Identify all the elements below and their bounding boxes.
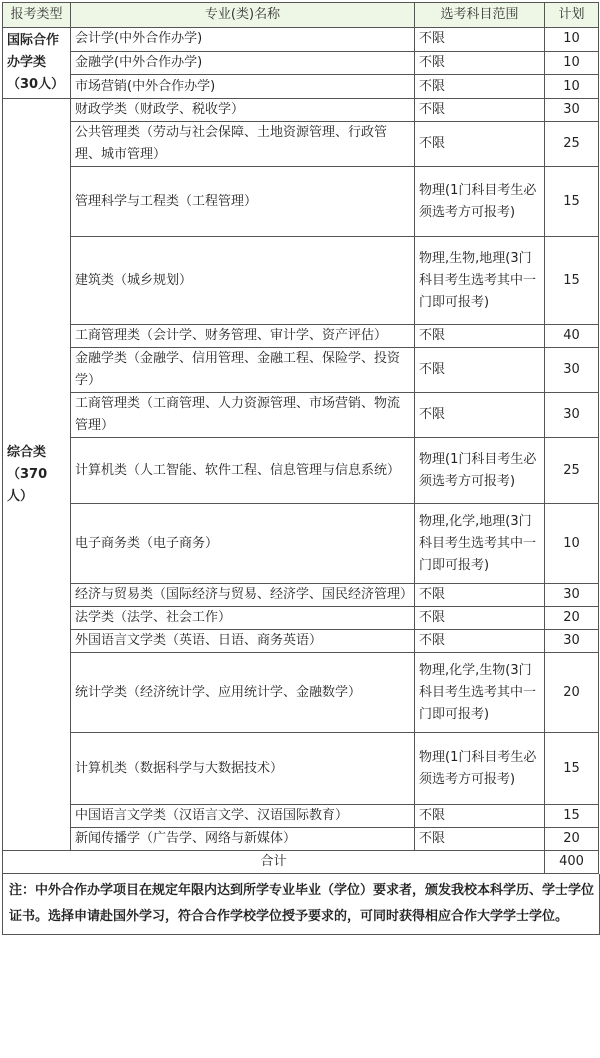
major-cell: 公共管理类（劳动与社会保障、土地资源管理、行政管理、城市管理） [71, 122, 415, 167]
major-cell: 外国语言文学类（英语、日语、商务英语） [71, 630, 415, 653]
major-cell: 法学类（法学、社会工作） [71, 607, 415, 630]
plan-cell: 15 [545, 733, 599, 805]
major-cell: 中国语言文学类（汉语言文学、汉语国际教育） [71, 805, 415, 828]
subjects-cell: 不限 [415, 805, 545, 828]
plan-cell: 30 [545, 348, 599, 393]
plan-cell: 30 [545, 99, 599, 122]
subjects-cell: 不限 [415, 607, 545, 630]
table-row [3, 167, 599, 237]
subjects-cell: 不限 [415, 584, 545, 607]
table-row [3, 653, 599, 733]
subjects-cell: 不限 [415, 828, 545, 851]
table-row [3, 504, 599, 584]
subjects-cell: 不限 [415, 325, 545, 348]
subjects-cell: 物理,化学,生物(3门科目考生选考其中一门即可报考) [415, 653, 545, 733]
table-row [3, 733, 599, 805]
header-type: 报考类型 [3, 3, 71, 28]
table-row [3, 122, 599, 167]
plan-cell: 10 [545, 504, 599, 584]
category-international: 国际合作 办学类 （30人） [3, 28, 71, 99]
major-cell: 金融学(中外合作办学) [71, 51, 415, 75]
total-value: 400 [545, 851, 599, 874]
plan-cell: 30 [545, 393, 599, 438]
subjects-cell: 不限 [415, 28, 545, 52]
major-cell: 市场营销(中外合作办学) [71, 75, 415, 99]
subjects-cell: 物理(1门科目考生必须选考方可报考) [415, 438, 545, 504]
plan-cell: 20 [545, 828, 599, 851]
header-plan: 计划 [545, 3, 599, 28]
plan-cell: 20 [545, 653, 599, 733]
major-cell: 统计学类（经济统计学、应用统计学、金融数学） [71, 653, 415, 733]
plan-cell: 25 [545, 438, 599, 504]
subjects-cell: 不限 [415, 348, 545, 393]
table-row [3, 75, 599, 99]
major-cell: 金融学类（金融学、信用管理、金融工程、保险学、投资学） [71, 348, 415, 393]
major-cell: 工商管理类（会计学、财务管理、审计学、资产评估） [71, 325, 415, 348]
major-cell: 计算机类（数据科学与大数据技术） [71, 733, 415, 805]
total-label: 合计 [3, 851, 545, 874]
total-row [3, 851, 599, 874]
major-cell: 新闻传播学（广告学、网络与新媒体） [71, 828, 415, 851]
plan-cell: 10 [545, 28, 599, 52]
major-cell: 会计学(中外合作办学) [71, 28, 415, 52]
subjects-cell: 不限 [415, 630, 545, 653]
major-cell: 电子商务类（电子商务） [71, 504, 415, 584]
plan-cell: 15 [545, 237, 599, 325]
subjects-cell: 不限 [415, 122, 545, 167]
subjects-cell: 物理,生物,地理(3门科目考生选考其中一门即可报考) [415, 237, 545, 325]
major-cell: 经济与贸易类（国际经济与贸易、经济学、国民经济管理） [71, 584, 415, 607]
category-comprehensive: 综合类 （370 人） [3, 99, 71, 851]
table-row [3, 28, 599, 52]
table-row [3, 348, 599, 393]
subjects-cell: 不限 [415, 75, 545, 99]
subjects-cell: 不限 [415, 99, 545, 122]
subjects-cell: 不限 [415, 51, 545, 75]
plan-cell: 40 [545, 325, 599, 348]
table-row [3, 584, 599, 607]
table-row [3, 607, 599, 630]
table-row [3, 805, 599, 828]
header-major: 专业(类)名称 [71, 3, 415, 28]
table-row [3, 828, 599, 851]
plan-cell: 10 [545, 75, 599, 99]
major-cell: 计算机类（人工智能、软件工程、信息管理与信息系统） [71, 438, 415, 504]
subjects-cell: 不限 [415, 393, 545, 438]
plan-cell: 30 [545, 630, 599, 653]
plan-cell: 25 [545, 122, 599, 167]
major-cell: 管理科学与工程类（工程管理） [71, 167, 415, 237]
table-row [3, 237, 599, 325]
table-row [3, 99, 599, 122]
plan-cell: 10 [545, 51, 599, 75]
plan-cell: 15 [545, 167, 599, 237]
subjects-cell: 物理,化学,地理(3门科目考生选考其中一门即可报考) [415, 504, 545, 584]
header-subjects: 选考科目范围 [415, 3, 545, 28]
subjects-cell: 物理(1门科目考生必须选考方可报考) [415, 733, 545, 805]
table-row [3, 438, 599, 504]
table-header-row [3, 3, 599, 28]
admission-plan-table [2, 2, 599, 874]
plan-cell: 15 [545, 805, 599, 828]
admission-plan [2, 2, 598, 935]
table-row [3, 630, 599, 653]
subjects-cell: 物理(1门科目考生必须选考方可报考) [415, 167, 545, 237]
major-cell: 工商管理类（工商管理、人力资源管理、市场营销、物流管理） [71, 393, 415, 438]
plan-cell: 20 [545, 607, 599, 630]
major-cell: 财政学类（财政学、税收学） [71, 99, 415, 122]
plan-cell: 30 [545, 584, 599, 607]
footnote: 注：中外合作办学项目在规定年限内达到所学专业毕业（学位）要求者，颁发我校本科学历、学士学位证书。选择申请赴国外学习，符合合作学校学位授予要求的，可同时获得相应合作大学学士学位。 [2, 874, 600, 935]
table-row [3, 51, 599, 75]
table-row [3, 325, 599, 348]
major-cell: 建筑类（城乡规划） [71, 237, 415, 325]
table-row [3, 393, 599, 438]
